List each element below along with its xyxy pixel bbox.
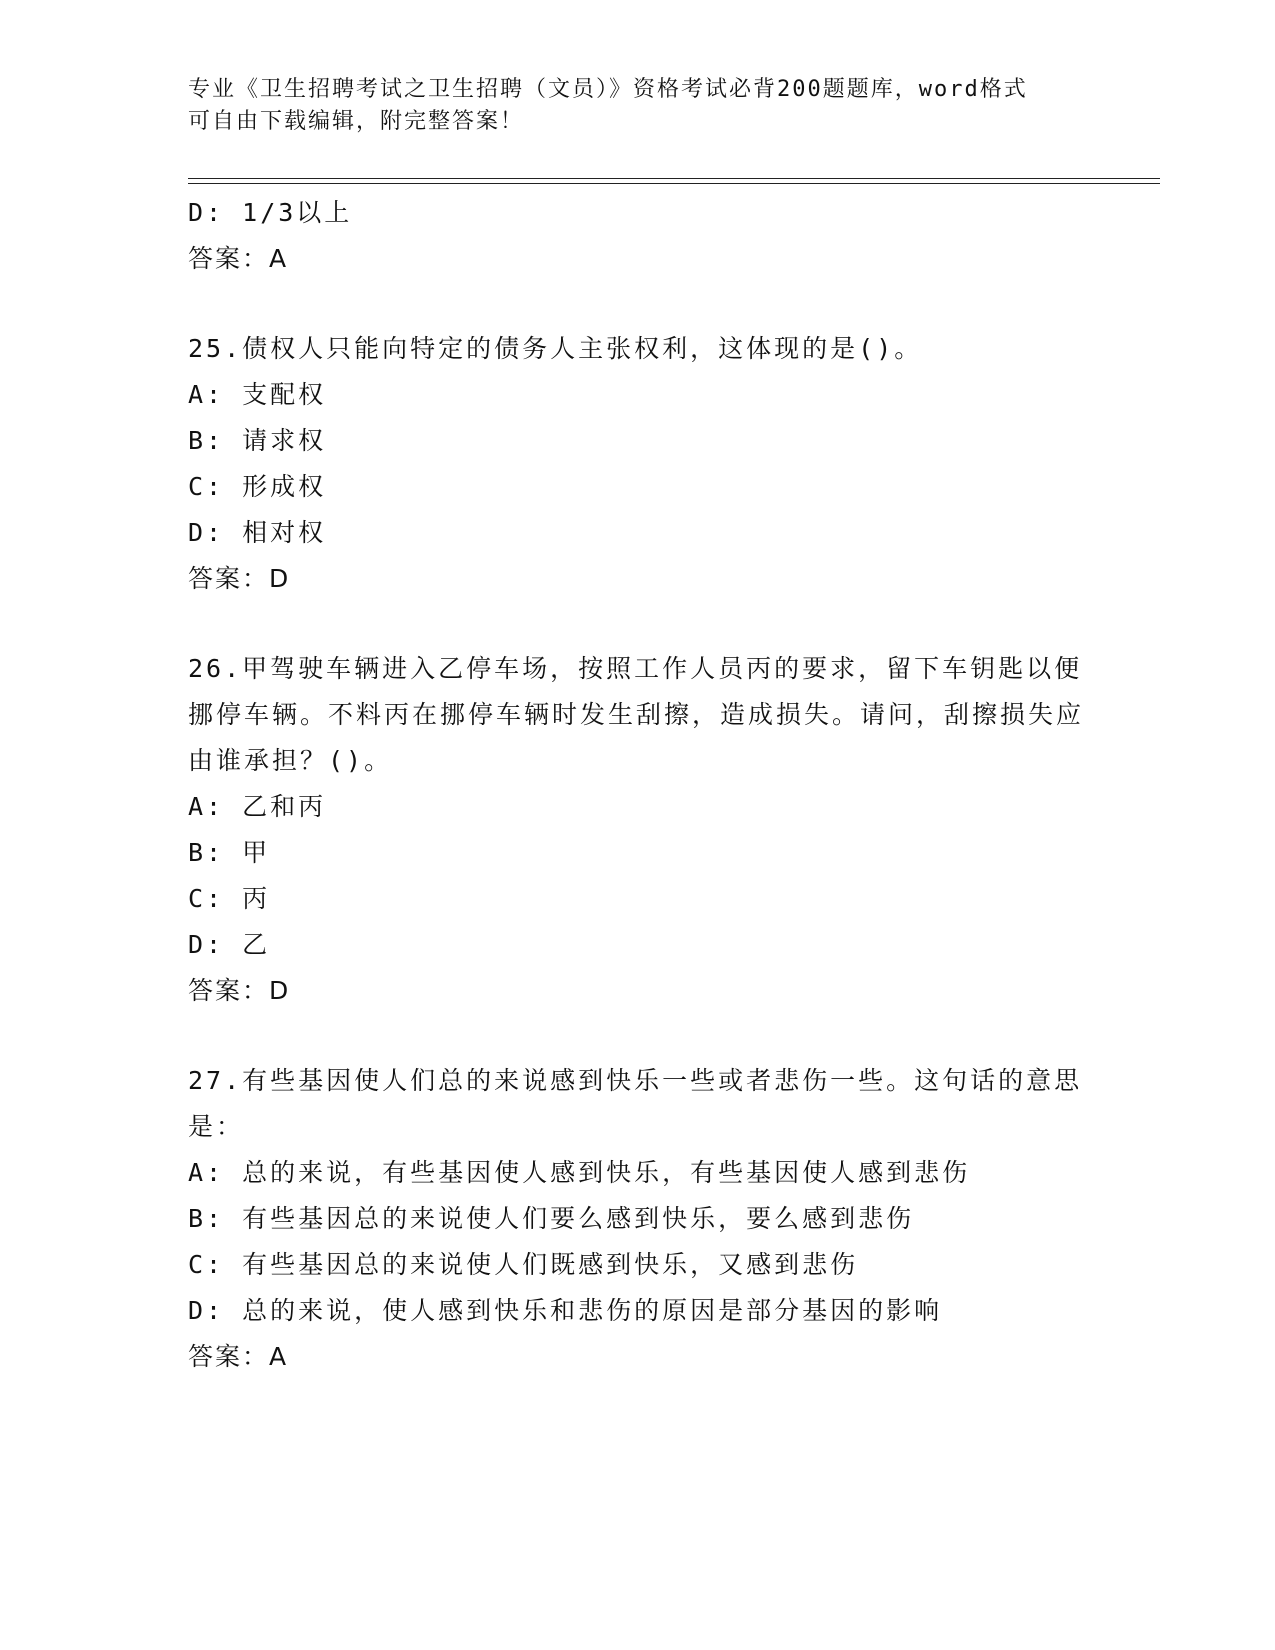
option-b: B: 甲 bbox=[188, 838, 271, 867]
answer-line: 答案：A bbox=[188, 1342, 289, 1371]
document-body bbox=[188, 190, 1088, 1380]
option-d: D: 总的来说，使人感到快乐和悲伤的原因是部分基因的影响 bbox=[188, 1296, 943, 1325]
header-divider-top bbox=[188, 178, 1160, 179]
question-text: 27.有些基因使人们总的来说感到快乐一些或者悲伤一些。这句话的意思是： bbox=[188, 1066, 1083, 1141]
option-c: C: 形成权 bbox=[188, 472, 327, 501]
option-c: C: 丙 bbox=[188, 884, 271, 913]
previous-question-tail bbox=[188, 190, 1088, 282]
answer-line: 答案：D bbox=[188, 976, 291, 1005]
header-line-1: 专业《卫生招聘考试之卫生招聘（文员）》资格考试必背200题题库，word格式 bbox=[188, 77, 1028, 102]
option-a: A: 乙和丙 bbox=[188, 792, 327, 821]
header-line-2: 可自由下载编辑，附完整答案！ bbox=[188, 109, 525, 134]
header-divider-bottom bbox=[188, 183, 1160, 184]
option-b: B: 请求权 bbox=[188, 426, 327, 455]
option-b: B: 有些基因总的来说使人们要么感到快乐，要么感到悲伤 bbox=[188, 1204, 915, 1233]
option-a: A: 支配权 bbox=[188, 380, 327, 409]
answer-line: 答案：D bbox=[188, 564, 291, 593]
document-header bbox=[188, 74, 1088, 138]
question-text: 25.债权人只能向特定的债务人主张权利，这体现的是()。 bbox=[188, 334, 923, 363]
option-d: D: 乙 bbox=[188, 930, 271, 959]
option-d: D: 相对权 bbox=[188, 518, 327, 547]
question-25 bbox=[188, 326, 1088, 602]
answer-line: 答案：A bbox=[188, 244, 289, 273]
question-27 bbox=[188, 1058, 1088, 1380]
question-26 bbox=[188, 646, 1088, 1014]
option-d: D: 1/3以上 bbox=[188, 198, 353, 227]
question-text: 26.甲驾驶车辆进入乙停车场，按照工作人员丙的要求，留下车钥匙以便挪停车辆。不料丙在挪停车辆时发生刮擦，造成损失。请问，刮擦损失应由谁承担？()。 bbox=[188, 654, 1085, 775]
option-a: A: 总的来说，有些基因使人感到快乐，有些基因使人感到悲伤 bbox=[188, 1158, 971, 1187]
option-c: C: 有些基因总的来说使人们既感到快乐，又感到悲伤 bbox=[188, 1250, 859, 1279]
